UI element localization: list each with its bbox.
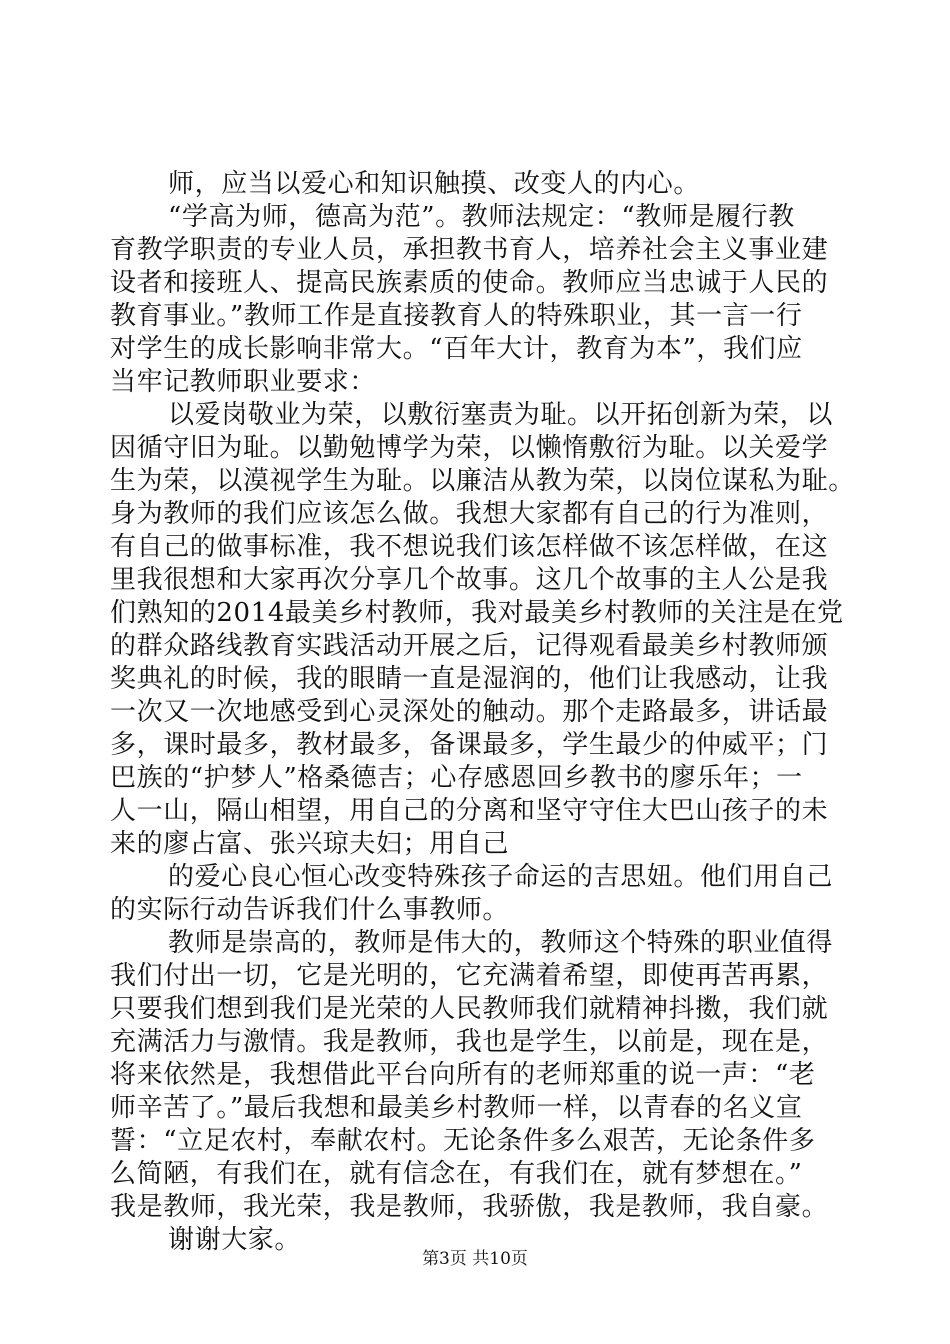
text-line: 生为荣，以漠视学生为耻。以廉洁从教为荣，以岗位谋私为耻。 (110, 466, 855, 496)
page-footer: 第3页 共10页 (422, 1249, 528, 1269)
text-line: 当牢记教师职业要求： (110, 367, 377, 397)
text-line: 育教学职责的专业人员，承担教书育人，培养社会主义事业建 (110, 235, 829, 265)
text-line: 的实际行动告诉我们什么事教师。 (110, 895, 510, 925)
text-line: 奖典礼的时候，我的眼睛一直是湿润的，他们让我感动，让我 (110, 664, 829, 694)
text-line: 只要我们想到我们是光荣的人民教师我们就精神抖擞，我们就 (110, 994, 829, 1024)
text-line: 教育事业。”教师工作是直接教育人的特殊职业，其一言一行 (110, 301, 803, 331)
text-line: 一次又一次地感受到心灵深处的触动。那个走路最多，讲话最 (110, 697, 829, 727)
text-line: 的群众路线教育实践活动开展之后，记得观看最美乡村教师颁 (110, 631, 829, 661)
text-line: 么简陋，有我们在，就有信念在，有我们在，就有梦想在。” (110, 1159, 803, 1189)
text-line: 教师是崇高的，教师是伟大的，教师这个特殊的职业值得 (168, 928, 834, 958)
text-line: 对学生的成长影响非常大。“百年大计，教育为本”，我们应 (110, 334, 803, 364)
text-line: 有自己的做事标准，我不想说我们该怎样做不该怎样做，在这 (110, 532, 829, 562)
text-line: 们熟知的2014最美乡村教师，我对最美乡村教师的关注是在党 (110, 598, 844, 628)
text-line: 师，应当以爱心和知识触摸、改变人的内心。 (168, 169, 701, 199)
text-line: 我们付出一切，它是光明的，它充满着希望，即使再苦再累， (110, 961, 829, 991)
text-line: “学高为师，德高为范”。教师法规定：“教师是履行教 (168, 202, 795, 232)
text-line: 誓：“立足农村，奉献农村。无论条件多么艰苦，无论条件多 (110, 1126, 816, 1156)
text-line: 我是教师，我光荣，我是教师，我骄傲，我是教师，我自豪。 (110, 1192, 829, 1222)
text-line: 人一山，隔山相望，用自己的分离和坚守守住大巴山孩子的未 (110, 796, 829, 826)
text-line: 身为教师的我们应该怎么做。我想大家都有自己的行为准则， (110, 499, 829, 529)
text-line: 里我很想和大家再次分享几个故事。这几个故事的主人公是我 (110, 565, 829, 595)
text-line: 以爱岗敬业为荣，以敷衍塞责为耻。以开拓创新为荣，以 (168, 400, 834, 430)
text-line: 的爱心良心恒心改变特殊孩子命运的吉思妞。他们用自己 (168, 862, 834, 892)
text-line: 因循守旧为耻。以勤勉博学为荣，以懒惰敷衍为耻。以关爱学 (110, 433, 829, 463)
text-line: 设者和接班人、提高民族素质的使命。教师应当忠诚于人民的 (110, 268, 829, 298)
text-line: 巴族的“护梦人”格桑德吉；心存感恩回乡教书的廖乐年；一 (110, 763, 803, 793)
text-line: 来的廖占富、张兴琼夫妇；用自己 (110, 829, 510, 859)
text-line: 充满活力与激情。我是教师，我也是学生，以前是，现在是， (110, 1027, 829, 1057)
text-line: 将来依然是，我想借此平台向所有的老师郑重的说一声：“老 (110, 1060, 816, 1090)
text-line: 师辛苦了。”最后我想和最美乡村教师一样，以青春的名义宣 (110, 1093, 803, 1123)
document-body (110, 168, 855, 1257)
text-line: 谢谢大家。 (168, 1225, 302, 1255)
text-line: 多，课时最多，教材最多，备课最多，学生最少的仲威平；门 (110, 730, 829, 760)
